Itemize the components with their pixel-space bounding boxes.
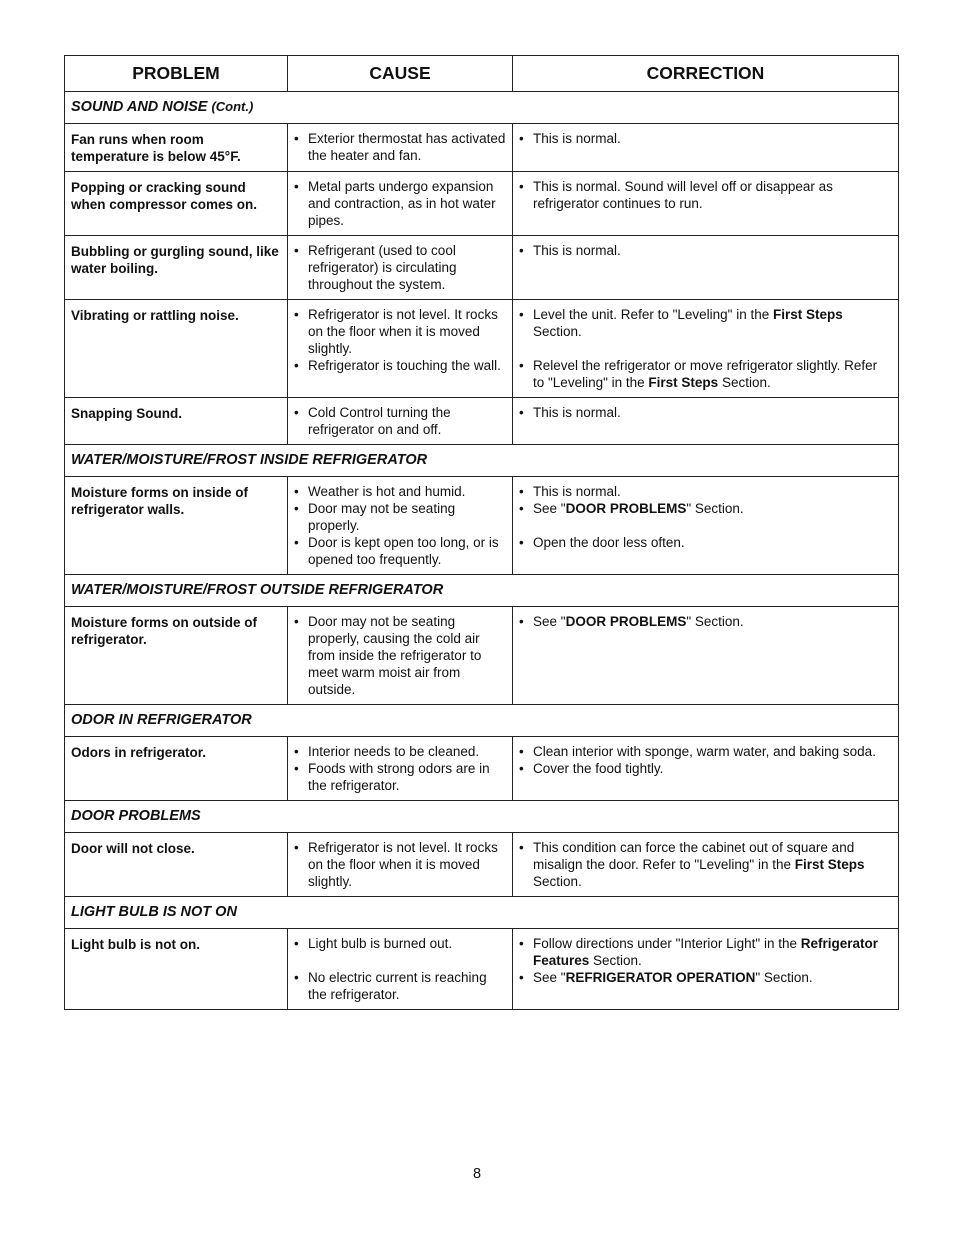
cause-list <box>294 743 506 794</box>
cause-item <box>294 306 506 357</box>
item-text: Foods with strong odors are in the refrigerator. <box>308 761 490 793</box>
correction-cell <box>513 236 899 300</box>
bullet-icon: • <box>519 307 524 322</box>
problem-cell: Snapping Sound. <box>65 398 288 445</box>
bullet-icon: • <box>294 243 299 258</box>
emphasis-text: First Steps <box>772 307 843 322</box>
bullet-icon: • <box>294 936 299 951</box>
item-text: Clean interior with sponge, warm water, and baking soda. <box>533 744 876 759</box>
item-text: " Section. <box>686 501 744 516</box>
bullet-icon: • <box>519 501 524 516</box>
section-title: WATER/MOISTURE/FROST OUTSIDE REFRIGERATOR <box>71 582 444 598</box>
bullet-icon: • <box>519 970 524 985</box>
item-text: Interior needs to be cleaned. <box>308 744 480 759</box>
section-title-suffix: (Cont.) <box>211 99 254 114</box>
table-row <box>65 236 899 300</box>
correction-item <box>519 760 892 777</box>
section-title-cell <box>65 575 899 607</box>
item-text: See " <box>533 501 566 516</box>
cause-item <box>294 130 506 164</box>
header-correction: CORRECTION <box>513 56 899 92</box>
item-text: Door may not be seating properly. <box>308 501 456 533</box>
cause-item <box>294 839 506 890</box>
item-text: Door is kept open too long, or is opened too frequently. <box>308 535 499 567</box>
item-text: This is normal. <box>533 484 621 499</box>
section-title: ODOR IN REFRIGERATOR <box>71 712 252 728</box>
correction-item <box>519 743 892 760</box>
correction-list <box>519 935 892 986</box>
item-text: Weather is hot and humid. <box>308 484 466 499</box>
cause-cell <box>288 737 513 801</box>
table-row <box>65 398 899 445</box>
correction-list <box>519 242 892 259</box>
table-row <box>65 607 899 705</box>
correction-item <box>519 178 892 212</box>
bullet-icon: • <box>519 179 524 194</box>
table-row <box>65 929 899 1010</box>
bullet-icon: • <box>519 936 524 951</box>
item-text: Section. <box>533 874 582 889</box>
cause-list <box>294 306 506 374</box>
cause-cell <box>288 607 513 705</box>
section-title-cell <box>65 445 899 477</box>
bullet-icon: • <box>294 307 299 322</box>
cause-cell <box>288 833 513 897</box>
correction-cell <box>513 477 899 575</box>
correction-item <box>519 404 892 421</box>
correction-item <box>519 935 892 969</box>
table-body <box>65 92 899 1010</box>
page-number: 8 <box>472 1166 482 1182</box>
correction-cell <box>513 929 899 1010</box>
cause-item <box>294 743 506 760</box>
header-row <box>65 56 899 92</box>
correction-item <box>519 613 892 630</box>
correction-item <box>519 306 892 340</box>
bullet-icon: • <box>519 405 524 420</box>
item-text: Cold Control turning the refrigerator on and off. <box>308 405 451 437</box>
cause-item <box>294 357 506 374</box>
bullet-icon: • <box>294 761 299 776</box>
item-text: Section. <box>589 953 642 968</box>
section-title: WATER/MOISTURE/FROST INSIDE REFRIGERATOR <box>71 452 428 468</box>
section-title: LIGHT BULB IS NOT ON <box>71 904 237 920</box>
cause-list <box>294 839 506 890</box>
item-text: Open the door less often. <box>533 535 685 550</box>
bullet-icon: • <box>519 358 524 373</box>
bullet-icon: • <box>294 970 299 985</box>
correction-item <box>519 357 892 391</box>
correction-item <box>519 534 892 551</box>
bullet-icon: • <box>294 405 299 420</box>
problem-cell: Moisture forms on inside of refrigerator walls. <box>65 477 288 575</box>
bullet-icon: • <box>294 484 299 499</box>
item-text: Light bulb is burned out. <box>308 936 453 951</box>
cause-cell <box>288 477 513 575</box>
table-row <box>65 833 899 897</box>
table-row <box>65 124 899 172</box>
item-text: This condition can force the cabinet out of square and misalign the door. Refer to "Leveling" in the <box>533 840 855 872</box>
problem-cell: Odors in refrigerator. <box>65 737 288 801</box>
correction-list <box>519 613 892 630</box>
item-text: Level the unit. Refer to "Leveling" in the <box>533 307 773 322</box>
correction-cell <box>513 607 899 705</box>
correction-cell <box>513 737 899 801</box>
bullet-icon: • <box>519 535 524 550</box>
item-text: Refrigerator is not level. It rocks on the floor when it is moved slightly. <box>308 307 498 356</box>
bullet-icon: • <box>519 243 524 258</box>
cause-item <box>294 534 506 568</box>
emphasis-text: DOOR PROBLEMS <box>565 614 687 629</box>
section-title-cell <box>65 801 899 833</box>
item-text: This is normal. <box>533 405 621 420</box>
cause-item <box>294 760 506 794</box>
cause-cell <box>288 398 513 445</box>
item-text: " Section. <box>755 970 813 985</box>
emphasis-text: DOOR PROBLEMS <box>565 501 687 516</box>
correction-item <box>519 130 892 147</box>
cause-list <box>294 404 506 438</box>
correction-list <box>519 404 892 421</box>
item-text: This is normal. Sound will level off or disappear as refrigerator continues to run. <box>533 179 833 211</box>
correction-list <box>519 483 892 551</box>
bullet-icon: • <box>519 761 524 776</box>
cause-list <box>294 483 506 568</box>
bullet-icon: • <box>294 131 299 146</box>
cause-list <box>294 613 506 698</box>
item-text: Section. <box>533 324 582 339</box>
section-row <box>65 705 899 737</box>
bullet-icon: • <box>294 501 299 516</box>
table-row <box>65 737 899 801</box>
bullet-icon: • <box>294 744 299 759</box>
bullet-icon: • <box>519 744 524 759</box>
emphasis-text: First Steps <box>794 857 865 872</box>
correction-item <box>519 839 892 890</box>
item-text: Refrigerator is touching the wall. <box>308 358 501 373</box>
section-title: SOUND AND NOISE <box>71 99 208 115</box>
problem-cell: Moisture forms on outside of refrigerator. <box>65 607 288 705</box>
troubleshooting-table <box>64 55 899 1010</box>
correction-item <box>519 242 892 259</box>
correction-list <box>519 178 892 212</box>
section-title-cell <box>65 92 899 124</box>
cause-cell <box>288 172 513 236</box>
cause-item <box>294 613 506 698</box>
cause-cell <box>288 929 513 1010</box>
item-text: See " <box>533 614 566 629</box>
item-text: Section. <box>718 375 771 390</box>
section-title-cell <box>65 897 899 929</box>
item-text: Refrigerator is not level. It rocks on the floor when it is moved slightly. <box>308 840 498 889</box>
correction-list <box>519 306 892 391</box>
emphasis-text: First Steps <box>648 375 719 390</box>
problem-cell: Light bulb is not on. <box>65 929 288 1010</box>
problem-cell: Popping or cracking sound when compressor comes on. <box>65 172 288 236</box>
correction-cell <box>513 124 899 172</box>
bullet-icon: • <box>519 614 524 629</box>
cause-list <box>294 130 506 164</box>
bullet-icon: • <box>294 840 299 855</box>
item-text: Door may not be seating properly, causing the cold air from inside the refrigerator to meet warm moist air from outside. <box>308 614 482 697</box>
item-text: This is normal. <box>533 243 621 258</box>
correction-item <box>519 969 892 986</box>
correction-list <box>519 839 892 890</box>
item-text: Exterior thermostat has activated the heater and fan. <box>308 131 506 163</box>
item-text: Follow directions under "Interior Light" in the <box>533 936 801 951</box>
correction-item <box>519 500 892 517</box>
cause-item <box>294 242 506 293</box>
section-row <box>65 801 899 833</box>
cause-cell <box>288 124 513 172</box>
item-text: Cover the food tightly. <box>533 761 664 776</box>
section-row <box>65 575 899 607</box>
cause-item <box>294 178 506 229</box>
section-title: DOOR PROBLEMS <box>71 808 201 824</box>
section-row <box>65 92 899 124</box>
correction-cell <box>513 300 899 398</box>
bullet-icon: • <box>294 358 299 373</box>
emphasis-text: Refrigerator Features <box>533 936 879 968</box>
bullet-icon: • <box>519 484 524 499</box>
bullet-icon: • <box>294 614 299 629</box>
problem-cell: Door will not close. <box>65 833 288 897</box>
cause-cell <box>288 236 513 300</box>
cause-item <box>294 500 506 534</box>
section-row <box>65 897 899 929</box>
item-text: Refrigerant (used to cool refrigerator) is circulating throughout the system. <box>308 243 457 292</box>
item-text: See " <box>533 970 566 985</box>
emphasis-text: REFRIGERATOR OPERATION <box>565 970 756 985</box>
bullet-icon: • <box>294 535 299 550</box>
item-text: Relevel the refrigerator or move refrigerator slightly. Refer to "Leveling" in the <box>533 358 878 390</box>
cause-item <box>294 969 506 1003</box>
problem-cell: Vibrating or rattling noise. <box>65 300 288 398</box>
item-text: Metal parts undergo expansion and contraction, as in hot water pipes. <box>308 179 496 228</box>
item-text: This is normal. <box>533 131 621 146</box>
cause-list <box>294 935 506 1003</box>
cause-item <box>294 935 506 952</box>
cause-list <box>294 242 506 293</box>
bullet-icon: • <box>519 131 524 146</box>
bullet-icon: • <box>294 179 299 194</box>
correction-cell <box>513 398 899 445</box>
cause-item <box>294 404 506 438</box>
section-row <box>65 445 899 477</box>
problem-cell: Fan runs when room temperature is below 45°F. <box>65 124 288 172</box>
problem-cell: Bubbling or gurgling sound, like water boiling. <box>65 236 288 300</box>
correction-list <box>519 743 892 777</box>
cause-item <box>294 483 506 500</box>
cause-cell <box>288 300 513 398</box>
bullet-icon: • <box>519 840 524 855</box>
correction-list <box>519 130 892 147</box>
cause-list <box>294 178 506 229</box>
correction-cell <box>513 833 899 897</box>
section-title-cell <box>65 705 899 737</box>
header-problem: PROBLEM <box>65 56 288 92</box>
header-cause: CAUSE <box>288 56 513 92</box>
correction-item <box>519 483 892 500</box>
table-row <box>65 172 899 236</box>
correction-cell <box>513 172 899 236</box>
item-text: " Section. <box>686 614 744 629</box>
table-row <box>65 300 899 398</box>
item-text: No electric current is reaching the refrigerator. <box>308 970 487 1002</box>
table-row <box>65 477 899 575</box>
